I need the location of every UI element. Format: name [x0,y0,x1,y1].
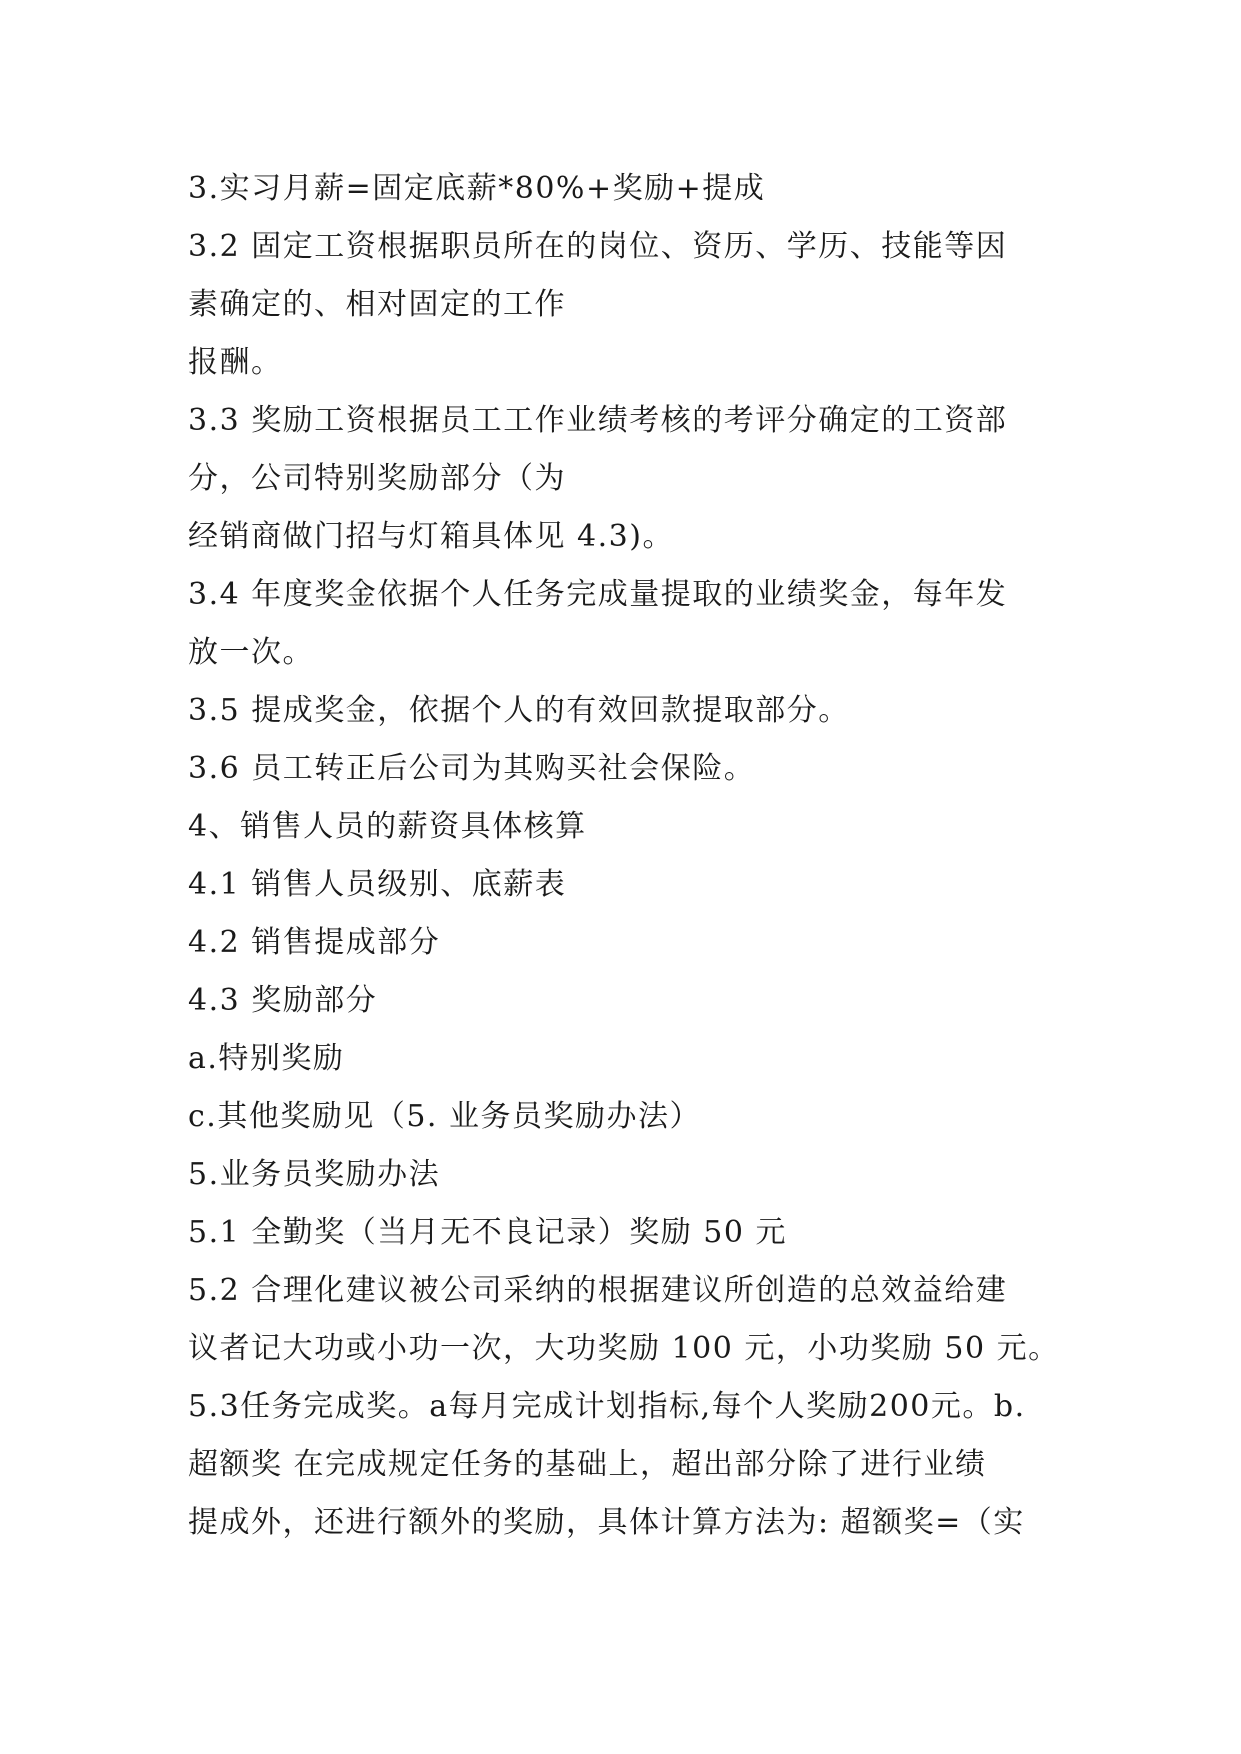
text-line-13: 4.1 销售人员级别、底薪表 [188,867,567,902]
text-line-16: a.特别奖励 [188,1041,345,1076]
text-line-18: 5.业务员奖励办法 [188,1157,441,1192]
text-line-17: c.其他奖励见（5. 业务员奖励办法） [188,1099,701,1134]
text-line-1: 3.实习月薪=固定底薪*80%+奖励+提成 [188,171,766,206]
document-body [188,160,1068,1552]
text-line-21: 议者记大功或小功一次，大功奖励 100 元，小功奖励 50 元。 [188,1331,1060,1366]
text-line-22: 5.3任务完成奖。a每月完成计划指标,每个人奖励200元。b. [188,1389,1026,1424]
text-line-11: 3.6 员工转正后公司为其购买社会保险。 [188,751,756,786]
text-line-7: 经销商做门招与灯箱具体见 4.3)。 [188,519,674,554]
text-line-15: 4.3 奖励部分 [188,983,378,1018]
text-line-2: 3.2 固定工资根据职员所在的岗位、资历、学历、技能等因 [188,229,1008,264]
text-line-3: 素确定的、相对固定的工作 [188,287,566,322]
text-line-5: 3.3 奖励工资根据员工工作业绩考核的考评分确定的工资部 [188,403,1008,438]
text-line-4: 报酬。 [188,345,283,380]
text-line-20: 5.2 合理化建议被公司采纳的根据建议所创造的总效益给建 [188,1273,1008,1308]
text-line-10: 3.5 提成奖金，依据个人的有效回款提取部分。 [188,693,850,728]
text-line-9: 放一次。 [188,635,314,670]
text-line-19: 5.1 全勤奖（当月无不良记录）奖励 50 元 [188,1215,787,1250]
text-line-8: 3.4 年度奖金依据个人任务完成量提取的业绩奖金，每年发 [188,577,1008,612]
text-line-6: 分，公司特别奖励部分（为 [188,461,566,496]
text-line-14: 4.2 销售提成部分 [188,925,441,960]
text-line-23: 超额奖 在完成规定任务的基础上，超出部分除了进行业绩 [188,1447,987,1482]
text-line-12: 4、销售人员的薪资具体核算 [188,809,587,844]
text-line-24: 提成外，还进行额外的奖励，具体计算方法为: 超额奖=（实 [188,1505,1025,1540]
